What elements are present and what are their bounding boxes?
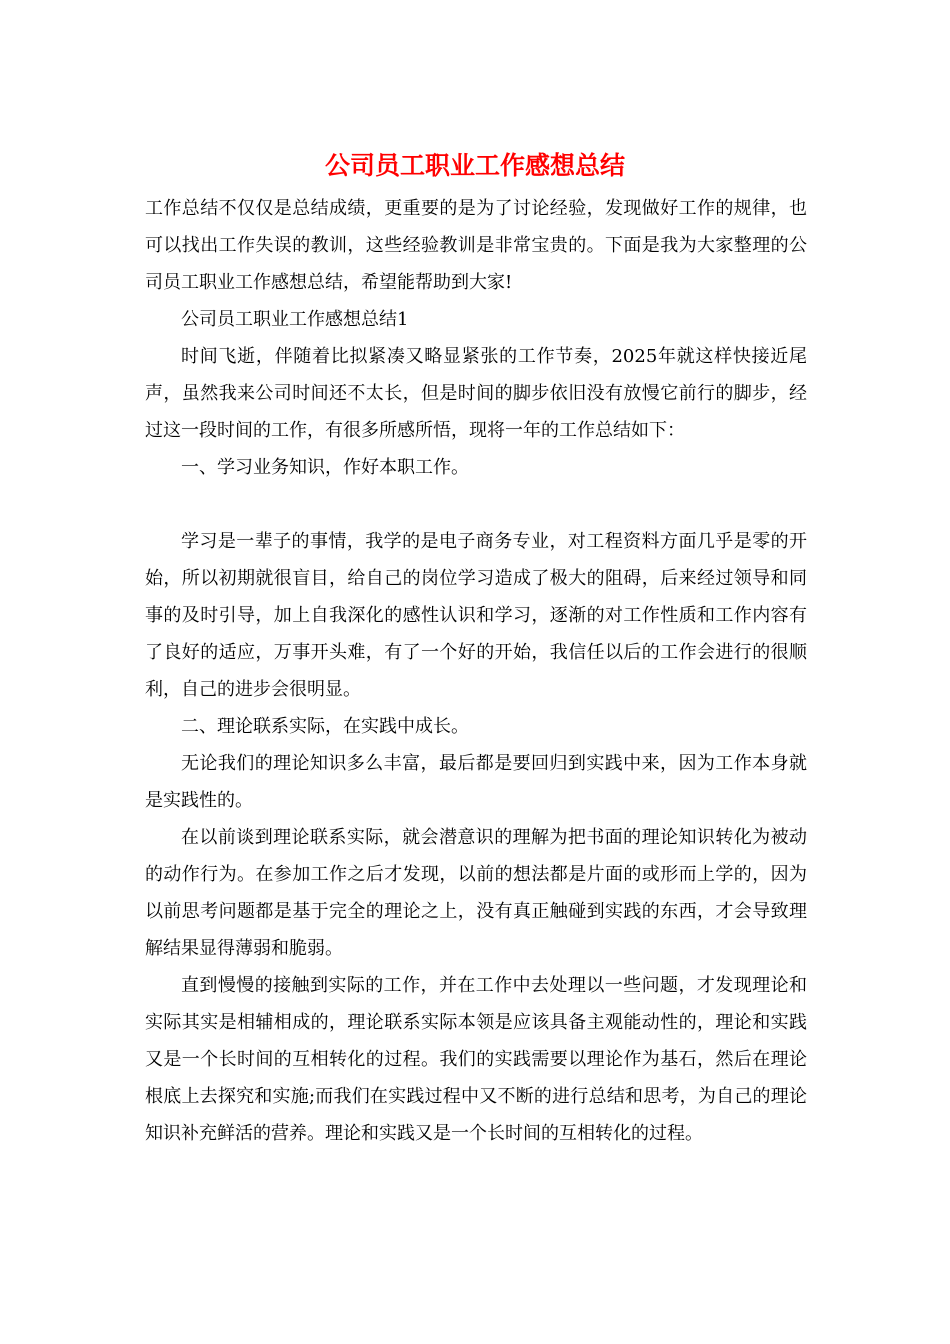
document-title: 公司员工职业工作感想总结	[324, 151, 625, 180]
paragraph-4: 在以前谈到理论联系实际，就会潜意识的理解为把书面的理论知识转化为被动的动作行为。在参加工作之后才发现，以前的想法都是片面的或形而上学的，因为以前思考问题都是基于完全的理论之上，没有真正触碰到实践的东西，才会导致理解结果显得薄弱和脆弱。	[145, 827, 807, 959]
intro-paragraph: 工作总结不仅仅是总结成绩，更重要的是为了讨论经验，发现做好工作的规律，也可以找出工作失误的教训，这些经验教训是非常宝贵的。下面是我为大家整理的公司员工职业工作感想总结，希望能帮助到大家!	[145, 198, 807, 293]
paragraph-5: 直到慢慢的接触到实际的工作，并在工作中去处理以一些问题，才发现理论和实际其实是相辅相成的，理论联系实际本领是应该具备主观能动性的，理论和实践又是一个长时间的互相转化的过程。我们的实践需要以理论作为基石，然后在理论根底上去探究和实施;而我们在实践过程中又不断的进行总结和思考，为自己的理论知识补充鲜活的营养。理论和实践又是一个长时间的互相转化的过程。	[145, 975, 807, 1144]
document-body	[145, 190, 807, 1152]
paragraph-1: 时间飞逝，伴随着比拟紧凑又略显紧张的工作节奏，2025年就这样快接近尾声，虽然我来公司时间还不太长，但是时间的脚步依旧没有放慢它前行的脚步，经过这一段时间的工作，有很多所感所悟，现将一年的工作总结如下：	[145, 346, 807, 441]
heading-1: 一、学习业务知识，作好本职工作。	[181, 457, 469, 478]
paragraph-2: 学习是一辈子的事情，我学的是电子商务专业，对工程资料方面几乎是零的开始，所以初期就很盲目，给自己的岗位学习造成了极大的阻碍，后来经过领导和同事的及时引导，加上自我深化的感性认识和学习，逐渐的对工作性质和工作内容有了良好的适应，万事开头难，有了一个好的开始，我信任以后的工作会进行的很顺利，自己的进步会很明显。	[145, 531, 807, 700]
paragraph-3: 无论我们的理论知识多么丰富，最后都是要回归到实践中来，因为工作本身就是实践性的。	[145, 753, 807, 811]
section-title: 公司员工职业工作感想总结1	[181, 309, 409, 330]
heading-2: 二、理论联系实际，在实践中成长。	[181, 716, 469, 737]
blank-line	[145, 486, 807, 523]
